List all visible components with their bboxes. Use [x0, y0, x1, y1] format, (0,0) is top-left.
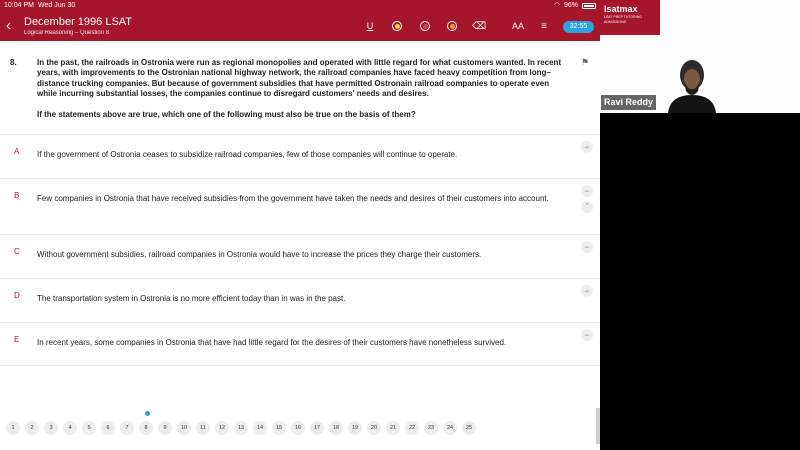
- page-button-1[interactable]: 1: [6, 421, 20, 435]
- page-button-17[interactable]: 17: [310, 421, 324, 435]
- page-button-22[interactable]: 22: [405, 421, 419, 435]
- status-bar: [0, 0, 600, 11]
- back-button[interactable]: ‹: [6, 17, 11, 34]
- page-button-4[interactable]: 4: [63, 421, 77, 435]
- underline-tool-button[interactable]: [364, 20, 376, 32]
- page-button-15[interactable]: 15: [272, 421, 286, 435]
- page-button-20[interactable]: 20: [367, 421, 381, 435]
- battery-icon: [582, 3, 596, 9]
- eraser-button[interactable]: [473, 20, 485, 32]
- eliminate-button[interactable]: −: [581, 185, 593, 197]
- scrollbar[interactable]: [596, 408, 600, 444]
- status-date: Wed Jun 30: [38, 2, 76, 9]
- choice-letter: A: [14, 147, 20, 156]
- settings-list-icon: ≡: [541, 20, 547, 32]
- answer-choice-c[interactable]: [0, 234, 600, 278]
- page-button-19[interactable]: 19: [348, 421, 362, 435]
- page-button-7[interactable]: 7: [120, 421, 134, 435]
- presenter-silhouette: [668, 55, 716, 113]
- status-right: [554, 0, 596, 11]
- presenter-name: Ravi Reddy: [601, 95, 656, 110]
- status-time: 10:04 PM: [4, 2, 34, 9]
- current-page-indicator: [145, 411, 150, 416]
- eliminate-button[interactable]: −: [581, 285, 593, 297]
- choice-letter: D: [14, 291, 20, 300]
- pink-highlight-icon: [420, 21, 430, 31]
- choice-letter: E: [14, 335, 20, 344]
- underline-icon: U: [366, 21, 374, 31]
- page-button-10[interactable]: 10: [177, 421, 191, 435]
- timer-badge[interactable]: 32:55: [563, 21, 594, 33]
- page-button-6[interactable]: 6: [101, 421, 115, 435]
- answer-choice-e[interactable]: [0, 322, 600, 366]
- question-prompt: If the statements above are true, which one of the following must also be true on the basis of them?: [37, 110, 416, 119]
- page-button-12[interactable]: 12: [215, 421, 229, 435]
- page-button-9[interactable]: 9: [158, 421, 172, 435]
- orange-highlight-icon: [447, 21, 457, 31]
- chevron-up-icon[interactable]: ⌃: [581, 201, 593, 213]
- page-button-3[interactable]: 3: [44, 421, 58, 435]
- choice-text: In recent years, some companies in Ostronia that have had little regard for the desires of their customers have nonetheless survived.: [37, 338, 507, 347]
- app-header: [0, 11, 600, 41]
- choice-letter: B: [14, 191, 20, 200]
- page-subtitle: Logical Reasoning – Question 8: [24, 30, 110, 36]
- answer-choice-a[interactable]: [0, 134, 600, 178]
- page-button-16[interactable]: 16: [291, 421, 305, 435]
- eliminate-button[interactable]: −: [581, 241, 593, 253]
- page-button-21[interactable]: 21: [386, 421, 400, 435]
- page-button-23[interactable]: 23: [424, 421, 438, 435]
- choice-letter: C: [14, 247, 20, 256]
- yellow-highlight-button[interactable]: [391, 20, 403, 32]
- page-button-13[interactable]: 13: [234, 421, 248, 435]
- eliminate-button[interactable]: −: [581, 329, 593, 341]
- flag-icon[interactable]: ⚑: [581, 57, 590, 67]
- page-title: December 1996 LSAT: [24, 16, 133, 28]
- page-button-8[interactable]: 8: [139, 421, 153, 435]
- question-stem: In the past, the railroads in Ostronia were run as regional monopolies and operated with little regard for what customers wanted. In recent years, with improvements to the Ostronian national highway network, the railroad companies have faced heavy competition from long–distance trucking companies. But because of government subsidies that have permitted Ostronain railroad companies to operate even while incurring substantial losses, the companies continue to disregard customers' needs and desires.: [37, 58, 562, 98]
- yellow-highlight-icon: [392, 21, 402, 31]
- settings-button[interactable]: [538, 20, 550, 32]
- answer-choice-b[interactable]: [0, 178, 600, 234]
- page-button-5[interactable]: 5: [82, 421, 96, 435]
- choice-text: The transportation system in Ostronia is no more efficient today than in was in the past.: [37, 294, 346, 303]
- page-button-14[interactable]: 14: [253, 421, 267, 435]
- question-pager: [6, 421, 476, 435]
- page-button-2[interactable]: 2: [25, 421, 39, 435]
- font-size-label: AA: [511, 21, 524, 31]
- choice-text: Few companies in Ostronia that have received subsidies from the government have taken the needs and desires of their customers into account.: [37, 194, 549, 203]
- answer-choice-d[interactable]: [0, 278, 600, 322]
- font-size-button[interactable]: [510, 20, 526, 32]
- orange-highlight-button[interactable]: [446, 20, 458, 32]
- eliminate-button[interactable]: −: [581, 141, 593, 153]
- choice-text: Without government subsidies, railroad companies in Ostronia would have to increase the prices they charge their customers.: [37, 250, 482, 259]
- logo-subtext: LSAT PREP TUTORING ADMISSIONS: [604, 15, 642, 24]
- battery-percent: 96%: [563, 2, 578, 9]
- eraser-icon: ⌫: [471, 20, 487, 32]
- page-button-18[interactable]: 18: [329, 421, 343, 435]
- page-button-11[interactable]: 11: [196, 421, 210, 435]
- pink-highlight-button[interactable]: [419, 20, 431, 32]
- wifi-icon: ◠: [553, 2, 560, 9]
- page-button-24[interactable]: 24: [443, 421, 457, 435]
- logo-text: lsatmax: [604, 4, 638, 14]
- page-button-25[interactable]: 25: [462, 421, 476, 435]
- choice-text: If the government of Ostronia ceases to subsidize railroad companies, few of those companies will continue to operate.: [37, 150, 458, 159]
- question-number: 8.: [10, 58, 17, 67]
